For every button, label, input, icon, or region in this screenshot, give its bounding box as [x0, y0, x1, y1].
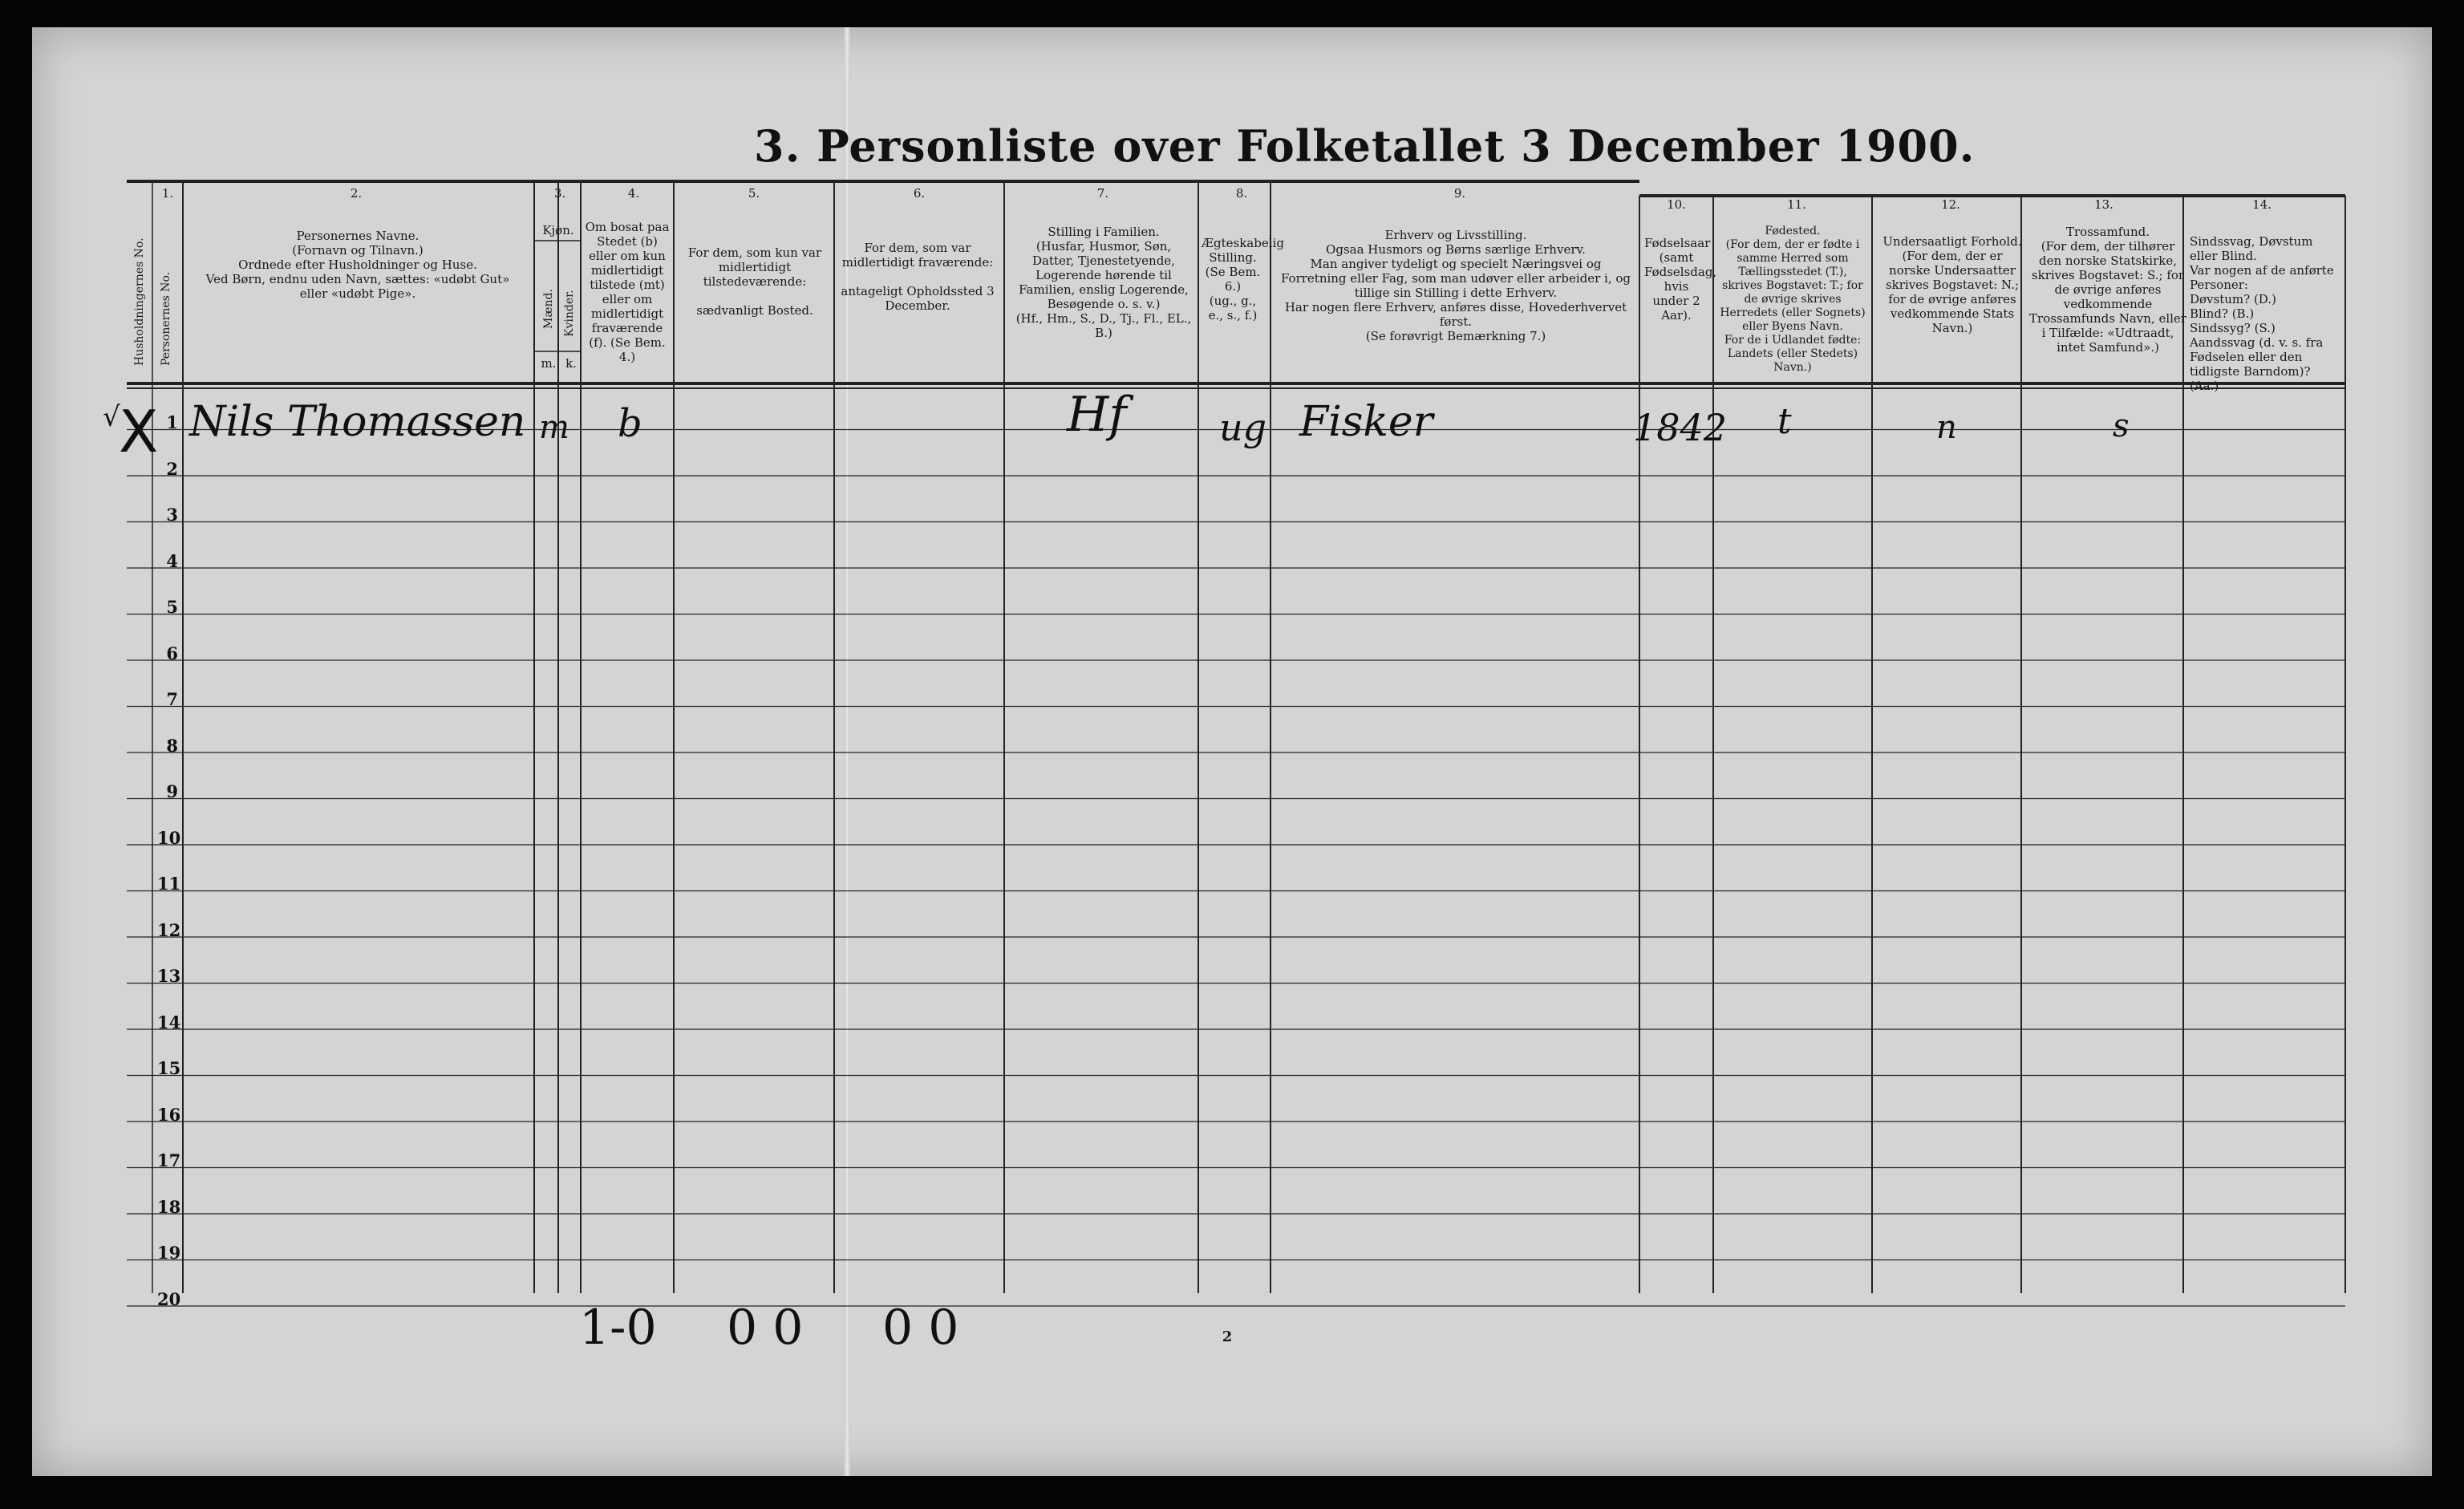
col-6-number: 6. — [913, 186, 926, 201]
col-10-header: Fødselsaar (samt Fødselsdag, hvis under 2 Aar). — [1644, 236, 1717, 322]
col-10-number: 10. — [1667, 197, 1686, 212]
col-12-header: Undersaatligt Forhold. (For dem, der er norske Undersaatter skrives Bogstavet: N.; for de øvrige anføres vedkommende Stats Navn.) — [1882, 234, 2022, 335]
col-6-header: For dem, som var midlertidigt fraværende: antageligt Opholdssted 3 December. — [841, 241, 995, 313]
col-11-number: 11. — [1787, 197, 1806, 212]
col-14-number: 14. — [2252, 197, 2272, 212]
col-9-header: Erhverv og Livsstilling. Ogsaa Husmors og Børns særlige Erhverv. Man angiver tydeligt og specielt Næringsvei og Forretning eller Fag, som man udøver eller arbeider i, og tillige sin Stilling i dette Erhverv. Har nogen flere Erhverv, anføres disse, Hovederhvervet først. (Se forøvrigt Bemærkning 7.) — [1280, 228, 1631, 343]
row-number: 5 — [166, 597, 178, 617]
col-2-number: 2. — [350, 186, 363, 201]
entry-birth-year: 1842 — [1633, 406, 1728, 449]
col-4-number: 4. — [627, 186, 640, 201]
entry-sex: m — [539, 409, 569, 446]
col-3-m-abbrev: m. — [541, 356, 557, 371]
col-3-female-label: Kvinder. — [563, 290, 576, 337]
row-number: 19 — [157, 1243, 181, 1263]
col-3-k-abbrev: k. — [565, 356, 577, 371]
entry-religion: s — [2113, 408, 2130, 444]
col-4-header: Om bosat paa Stedet (b) eller om kun midlertidigt tilstede (mt) eller om midlertidigt fraværende (f). (Se Bem. 4.) — [585, 220, 670, 364]
col-8-header: Ægteskabelig Stilling. (Se Bem. 6.) (ug., g., e., s., f.) — [1202, 236, 1284, 322]
col-9-number: 9. — [1453, 186, 1466, 201]
row-number: 3 — [166, 505, 178, 525]
row-number: 16 — [157, 1104, 181, 1125]
entry-name: Nils Thomassen — [189, 398, 526, 446]
col-8-number: 8. — [1235, 186, 1248, 201]
row-number: 14 — [157, 1012, 181, 1032]
row-number: 1 — [166, 412, 178, 432]
col-2-header: Personernes Navne. (Fornavn og Tilnavn.) Ordnede efter Husholdninger og Huse. Ved Børn, endnu uden Navn, sættes: «udøbt Gut» eller «udøbt Pige». — [205, 229, 510, 301]
col-7-number: 7. — [1096, 186, 1109, 201]
row-number: 6 — [166, 643, 178, 663]
tally-mark-1: 1-0 — [579, 1300, 657, 1356]
row-number: 9 — [166, 781, 178, 801]
tally-mark-2: 0 0 — [727, 1300, 804, 1356]
row-number: 8 — [166, 735, 178, 756]
col-3-number: 3. — [553, 186, 566, 201]
entry-citizenship: n — [1936, 409, 1957, 446]
col-5-number: 5. — [748, 186, 760, 201]
col-1-number: 1. — [161, 186, 174, 201]
tally-mark-3: 0 0 — [882, 1300, 959, 1356]
col-5-header: For dem, som kun var midlertidigt tilstedeværende: sædvanligt Bosted. — [687, 245, 822, 318]
entry-family-position: Hf — [1067, 387, 1127, 443]
entry-occupation: Fisker — [1299, 398, 1433, 446]
col-11-header: Fødested. (For dem, der er fødte i samme Herred som Tællingsstedet (T.), skrives Bogstavet: T.; for de øvrige skrives Herredets (eller Sognets) eller Byens Navn. For de i Udlandet fødte: Landets (eller Stedets) Navn.) — [1720, 225, 1866, 374]
col-3-male-label: Mænd. — [542, 289, 555, 329]
row-number: 18 — [157, 1196, 181, 1217]
col-12-number: 12. — [1941, 197, 1960, 212]
row-number: 12 — [157, 919, 181, 940]
col-1-household-no-label: Husholdningernes No. — [133, 237, 146, 366]
page-number: 2 — [1222, 1328, 1233, 1345]
col-14-header: Sindssvag, Døvstum eller Blind. Var nogen af de anførte Personer: Døvstum? (D.) Blind? (B.) Sindssyg? (S.) Aandssvag (d. v. s. fra Fødselen eller den tidligste Barndom)? (Aa.) — [2190, 234, 2334, 393]
row-number: 15 — [157, 1058, 181, 1078]
col-13-header: Trossamfund. (For dem, der tilhører den norske Statskirke, skrives Bogstavet: S.; for de øvrige anføres vedkommende Trossamfunds Navn, eller i Tilfælde: «Udtraadt, intet Samfund».) — [2029, 225, 2186, 355]
row-number: 7 — [166, 689, 178, 709]
entry-residence: b — [618, 401, 642, 446]
entry-marital-status: ug — [1219, 406, 1267, 449]
row-number: 11 — [157, 874, 181, 894]
col-3-header: Kjøn. — [542, 223, 574, 237]
row-number: 2 — [166, 458, 178, 479]
row-number: 4 — [166, 550, 178, 571]
row-number: 13 — [157, 966, 181, 986]
col-13-number: 13. — [2094, 197, 2113, 212]
entry-birthplace: t — [1777, 401, 1792, 442]
form-title: 3. Personliste over Folketallet 3 December 1900. — [754, 120, 1976, 172]
row-number: 20 — [157, 1288, 181, 1309]
col-1-person-no-label: Personernes No. — [160, 271, 172, 366]
row-number: 10 — [157, 827, 181, 848]
col-7-header: Stilling i Familien. (Husfar, Husmor, Søn, Datter, Tjenestetyende, Logerende hørende til Familien, enslig Logerende, Besøgende o. s. v.) (Hf., Hm., S., D., Tj., Fl., EL., B.) — [1015, 225, 1192, 340]
row-number: 17 — [157, 1150, 181, 1170]
household-cross-mark: X — [119, 398, 159, 465]
tick-mark: √ — [103, 401, 120, 433]
